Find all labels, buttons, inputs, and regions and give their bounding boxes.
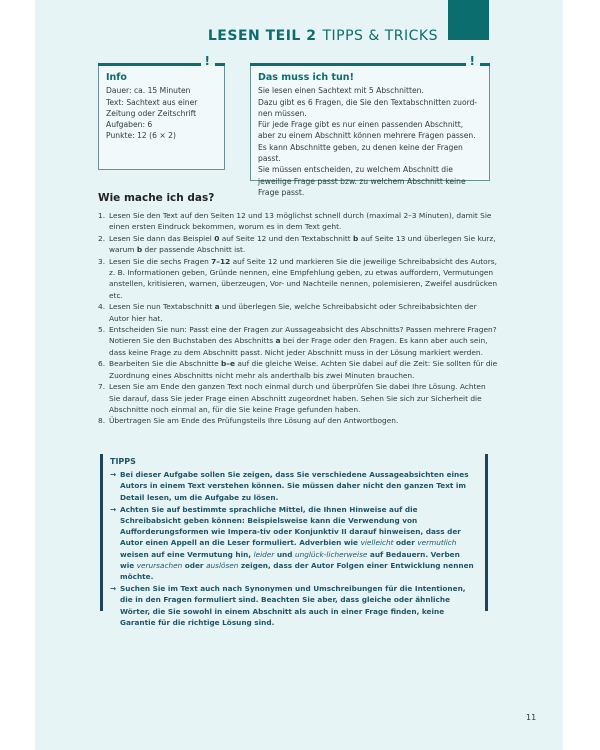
step-number: 2.: [98, 233, 106, 243]
page-number: 11: [526, 713, 537, 722]
info-box: [98, 54, 225, 170]
text-segment: a: [275, 336, 281, 346]
must-line: Dazu gibt es 6 Fragen, die Sie den Textabschnitten zuord-nen müssen.: [258, 97, 478, 118]
text-segment: Lesen Sie die sechs Fragen: [109, 256, 212, 266]
howto-step: [98, 210, 498, 233]
howto-step: [98, 358, 498, 381]
arrow-right-icon: →: [110, 470, 117, 480]
info-line: Aufgaben: 6: [106, 120, 153, 130]
step-number: 7.: [98, 382, 106, 392]
title-bold: LESEN TEIL 2: [207, 28, 317, 44]
text-segment: Lesen Sie am Ende den ganzen Text noch einmal durch und überprüfen Sie dabei Ihre Lösung. Achten Sie darauf, dass Sie jeder Frage einen Abschnitt zugeordnet haben. Sehen Sie sich zur Sicherheit die Abschnitte noch einmal an, für die Sie keine Frage gefunden haben.: [109, 382, 486, 414]
text-segment: Entscheiden Sie nun: Passt eine der Fragen zur Aussageabsicht des Abschnitts? Passen mehrere Fragen? Notieren Sie den Buchstaben des Abschnitts: [109, 325, 497, 346]
must-line: Es kann Abschnitte geben, zu denen keine der Fragen passt.: [258, 142, 463, 164]
must-box: [250, 54, 490, 197]
text-segment: b–e: [221, 359, 236, 369]
text-segment: leider: [253, 549, 275, 559]
step-number: 3.: [98, 256, 106, 266]
text-segment: Lesen Sie dann das Beispiel: [109, 233, 215, 243]
howto-step: [98, 415, 498, 426]
text-segment: Übertragen Sie am Ende des Prüfungsteils Ihre Lösung auf den Antwortbogen.: [109, 416, 399, 426]
title-rest: TIPPS & TRICKS: [322, 28, 438, 44]
step-number: 4.: [98, 302, 106, 312]
page-title: [208, 28, 438, 44]
howto-step: [98, 256, 498, 302]
tipp-item: [110, 583, 475, 628]
text-segment: Achten Sie auf bestimmte sprachliche Mittel, die Ihnen Hinweise auf die Schreibabsicht geben können: Beispielsweise kann die Verwendung von Aufforderungsformen wie Impera-tiv oder Konjunktiv II darauf hinweisen, dass der Autor einen Appell an die Leser formuliert. Adverbien wie: [120, 504, 461, 548]
text-segment: Bearbeiten Sie die Abschnitte: [109, 359, 222, 369]
info-line: Punkte: 12 (6 × 2): [106, 131, 176, 141]
text-segment: 0: [214, 233, 220, 243]
text-segment: weisen auf eine Vermutung hin,: [120, 549, 254, 559]
info-line: Text: Sachtext aus einer: [106, 97, 198, 107]
must-lines: [258, 85, 482, 198]
border-line: [98, 63, 201, 66]
tipp-item: [110, 469, 475, 503]
border-line: [480, 63, 490, 66]
exclamation-icon: !: [204, 54, 210, 68]
text-segment: a: [214, 302, 220, 312]
info-line: Zeitung oder Zeitschrift: [106, 108, 197, 118]
howto-step: [98, 301, 498, 324]
text-segment: Lesen Sie den Text auf den Seiten 12 und 13 möglichst schnell durch (maximal 2–3 Minuten), damit Sie einen ersten Eindruck bekommen, worum es in dem Text geht.: [109, 211, 492, 232]
text-segment: auf Seite 13 und überlegen Sie kurz, warum: [109, 233, 496, 255]
must-line: Sie lesen einen Sachtext mit 5 Abschnitten.: [258, 86, 424, 96]
text-segment: oder: [393, 538, 418, 548]
must-line: Für jede Frage gibt es nur einen passenden Abschnitt, aber zu einem Abschnitt können mehrere Fragen passen.: [258, 120, 476, 141]
tipps-heading: TIPPS: [110, 457, 136, 466]
must-title: Das muss ich tun!: [258, 72, 354, 83]
text-segment: b: [353, 233, 359, 243]
text-segment: und: [274, 549, 295, 559]
info-title: Info: [106, 72, 127, 83]
howto-step: [98, 381, 498, 415]
text-segment: auf Seite 12 und den Textabschnitt: [219, 233, 354, 243]
text-segment: und überlegen Sie, welche Schreibabsicht oder Schreibabsichten der Autor hier hat.: [109, 302, 477, 323]
text-segment: 7–12: [211, 256, 231, 266]
text-segment: vermutlich: [417, 538, 457, 548]
text-segment: oder: [182, 560, 207, 570]
tipps-list: [110, 469, 475, 628]
border-line: [215, 63, 225, 66]
text-segment: b: [136, 245, 143, 255]
howto-heading: Wie mache ich das?: [98, 192, 215, 204]
step-number: 6.: [98, 359, 106, 369]
exclamation-icon: !: [469, 54, 475, 68]
arrow-right-icon: →: [110, 584, 117, 594]
step-number: 8.: [98, 416, 106, 426]
howto-step: [98, 233, 498, 256]
info-lines: [106, 85, 217, 141]
text-segment: Lesen Sie nun Textabschnitt: [109, 302, 215, 312]
step-number: 1.: [98, 211, 106, 220]
tipps-box: [100, 454, 488, 627]
howto-list: [98, 210, 498, 427]
text-segment: bei der Frage oder den Fragen. Es kann aber auch sein, dass keine Frage zu dem Abschnitt passt. Nicht jeder Abschnitt muss in der Lösung markiert werden.: [109, 336, 488, 357]
tipp-item: [110, 504, 475, 582]
info-line: Dauer: ca. 15 Minuten: [106, 86, 191, 96]
text-segment: Bei dieser Aufgabe sollen Sie zeigen, dass Sie verschiedene Aussageabsichten eines Autors in einem Text verstehen können. Sie müssen daher nicht den ganzen Text im Detail lesen, um die Aufgabe zu lösen.: [120, 470, 469, 502]
text-segment: auf die gleiche Weise. Achten Sie dabei auf die Zeit: Sie sollten für die Zuordnung eines Abschnitts nicht mehr als anderthalb bis zwei Minuten brauchen.: [109, 359, 498, 380]
howto-step: [98, 324, 498, 358]
text-segment: vielleicht: [360, 538, 394, 548]
text-segment: Suchen Sie im Text auch nach Synonymen und Umschreibungen für die Intentionen, die in den Fragen formuliert sind. Beachten Sie aber, dass gleiche oder ähnliche Wörter, die Sie sowohl in einem Abschnitt als auch in einer Frage finden, keine Garantie für die richtige Lösung sind.: [120, 584, 466, 627]
text-segment: auslösen: [206, 560, 239, 570]
step-number: 5.: [98, 325, 106, 335]
must-line: Sie müssen entscheiden, zu welchem Abschnitt die jeweilige Frage passt bzw. zu welchem Abschnitt keine Frage passt.: [258, 165, 466, 197]
text-segment: zeigen, dass der Autor Folgen einer Entwicklung nennen möchte.: [120, 560, 474, 582]
border-line: [250, 63, 466, 66]
text-segment: verursachen: [136, 560, 183, 570]
text-segment: auf Seite 12 und markieren Sie die jeweilige Schreibabsicht des Autors, z. B. Informationen geben, Gründe nennen, eine Empfehlung geben, zu etwas auffordern, Vermutungen anstellen, kritisieren, warnen, überzeugen, Vor- und Nachteile nennen, polemisieren, Zweifel ausdrücken etc.: [109, 256, 498, 300]
box-top-border: [250, 63, 490, 66]
arrow-right-icon: →: [110, 504, 117, 514]
corner-tab-decoration: [448, 0, 489, 40]
text-segment: der passende Abschnitt ist.: [142, 245, 246, 255]
text-segment: auf Bedauern. Verben wie: [120, 549, 460, 570]
text-segment: unglück-licherweise: [295, 549, 368, 559]
